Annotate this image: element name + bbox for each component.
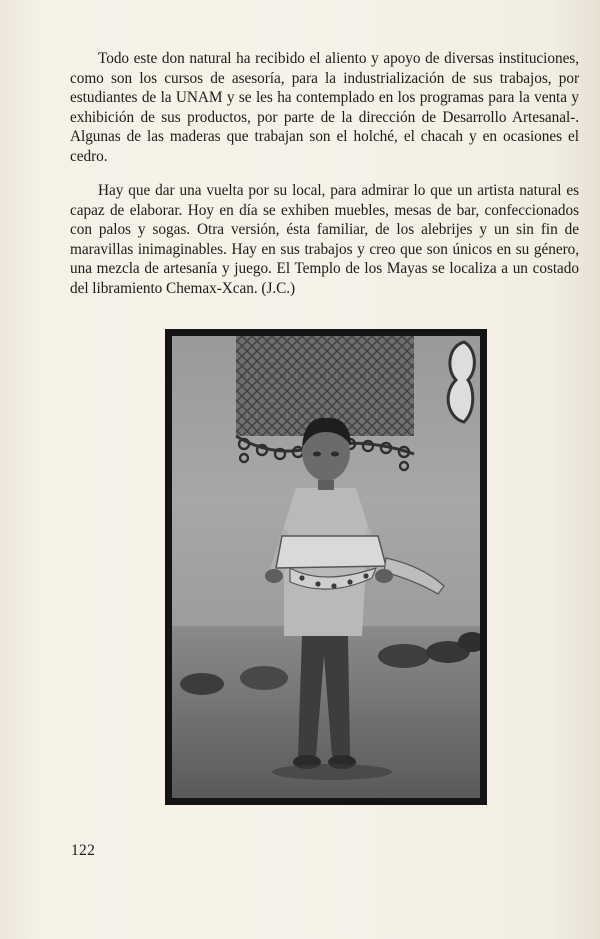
paragraph-2: Hay que dar una vuelta por su local, para admirar lo que un artista natural es capaz de elaborar. Hoy en día se exhiben muebles, mesas de bar, confeccionados con palos y sogas. Otra versión, ésta familiar, de los alebrijes y un sin fin de maravillas inimaginables. Hay en sus trabajos y creo que son únicos en su género, una mezcla de artesanía y juego. El Templo de los Mayas se localiza a un costado del libramiento Chemax-Xcan. (J.C.): [70, 182, 579, 297]
page-number: 122: [71, 842, 96, 859]
photograph: [172, 336, 480, 798]
photograph-frame: [165, 329, 487, 805]
paragraph-1: Todo este don natural ha recibido el aliento y apoyo de diversas instituciones, como son los cursos de asesoría, para la industrialización de sus trabajos, por estudiantes de la UNAM y se les ha contemplado en los programas para la venta y exhibición de sus productos, por parte de la dirección de Desarrollo Artesanal-. Algunas de las maderas que trabajan son el holché, el chacah y en ocasiones el cedro.: [70, 50, 579, 165]
photo-illustration: [172, 336, 480, 798]
